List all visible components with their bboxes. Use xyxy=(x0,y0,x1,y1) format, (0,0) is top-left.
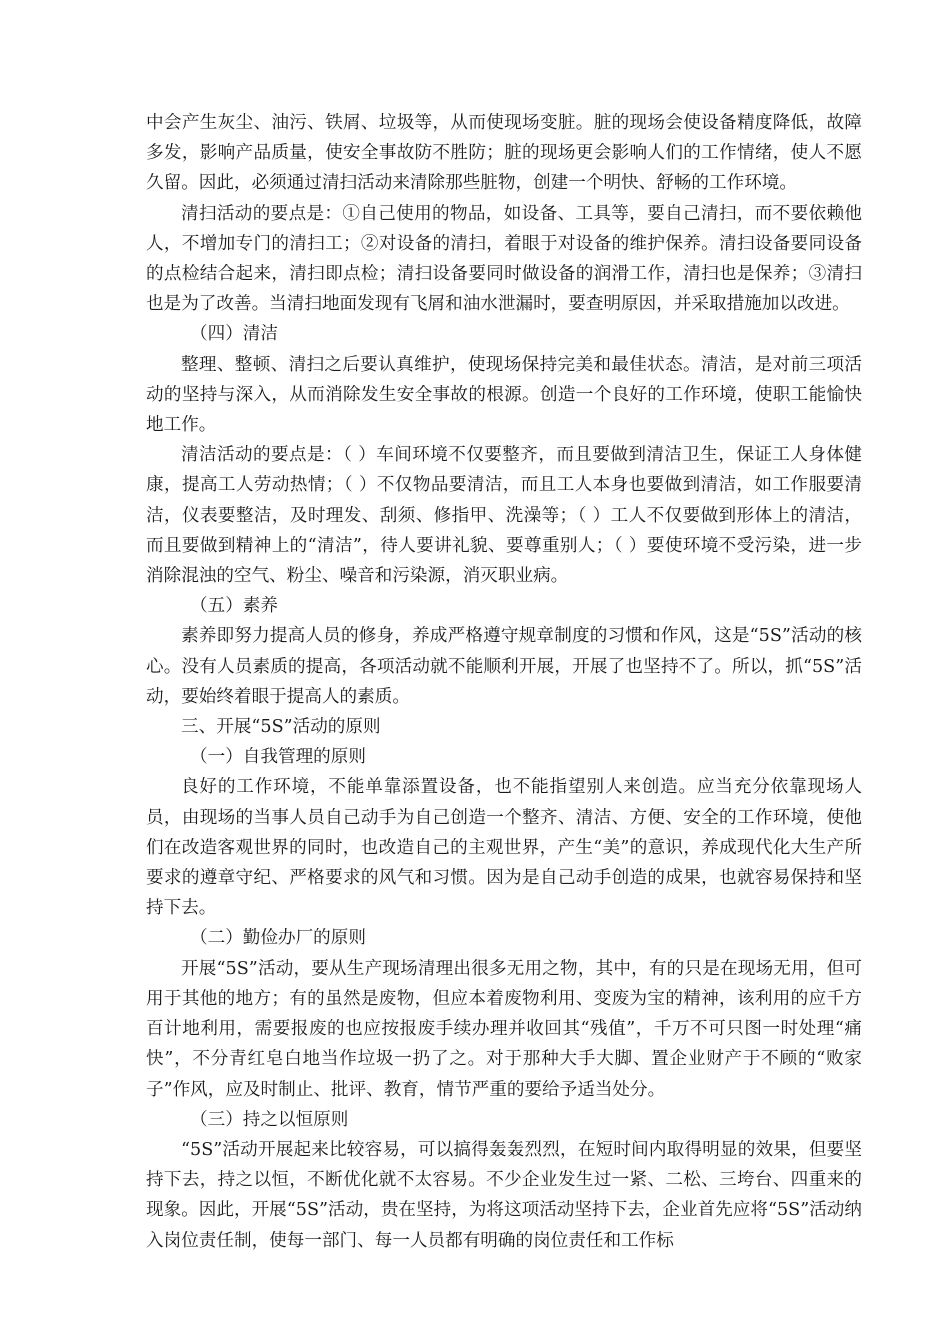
paragraph-cleanliness: 整理、整顿、清扫之后要认真维护，使现场保持完美和最佳状态。清洁，是对前三项活动的坚持与深入，从而消除发生安全事故的根源。创造一个良好的工作环境，使职工能愉快地工作。 xyxy=(146,354,862,436)
heading-part-3: 三、开展“5S”活动的原则 xyxy=(181,717,381,738)
paragraph-cleanliness-points: 清洁活动的要点是：（ ）车间环境不仅要整齐，而且要做到清洁卫生，保证工人身体健康，提高工人劳动热情；（ ）不仅物品要清洁，而且工人本身也要做到清洁，如工作服要清洁，仪表要整洁，及时理发、刮须、修指甲、洗澡等；（ ）工人不仅要做到形体上的清洁，而且要做到精神上的“清洁”，待人要讲礼貌、要尊重别人；（ ）要使环境不受污染，进一步消除混浊的空气、粉尘、噪音和污染源，消灭职业病。 xyxy=(146,445,862,587)
paragraph-self-management: 良好的工作环境，不能单靠添置设备，也不能指望别人来创造。应当充分依靠现场人员，由现场的当事人员自己动手为自己创造一个整齐、清洁、方便、安全的工作环境，使他们在改造客观世界的同时，也改造自己的主观世界，产生“美”的意识，养成现代化大生产所要求的遵章守纪、严格要求的风气和习惯。因为是自己动手创造的成果，也就容易保持和坚持下去。 xyxy=(146,777,862,919)
paragraph-persistence: “5S”活动开展起来比较容易，可以搞得轰轰烈烈，在短时间内取得明显的效果，但要坚持下去，持之以恒，不断优化就不太容易。不少企业发生过一紧、二松、三垮台、四重来的现象。因此，开展“5S”活动，贵在坚持，为将这项活动坚持下去，企业首先应将“5S”活动纳入岗位责任制，使每一部门、每一人员都有明确的岗位责任和工作标 xyxy=(146,1139,862,1251)
paragraph-continuation: 中会产生灰尘、油污、铁屑、垃圾等，从而使现场变脏。脏的现场会使设备精度降低，故障多发，影响产品质量，使安全事故防不胜防；脏的现场更会影响人们的工作情绪，使人不愿久留。因此，必须通过清扫活动来清除那些脏物，创建一个明快、舒畅的工作环境。 xyxy=(146,113,862,194)
heading-principle-3: （三）持之以恒原则 xyxy=(190,1109,349,1130)
heading-principle-2: （二）勤俭办厂的原则 xyxy=(190,928,366,949)
heading-section-5: （五）素养 xyxy=(190,596,278,617)
heading-principle-1: （一）自我管理的原则 xyxy=(190,747,366,768)
paragraph-discipline: 素养即努力提高人员的修身，养成严格遵守规章制度的习惯和作风，这是“5S”活动的核心。没有人员素质的提高，各项活动就不能顺利开展，开展了也坚持不了。所以，抓“5S”活动，要始终着眼于提高人的素质。 xyxy=(146,626,862,707)
paragraph-cleaning-points: 清扫活动的要点是：①自己使用的物品，如设备、工具等，要自己清扫，而不要依赖他人，不增加专门的清扫工；②对设备的清扫，着眼于对设备的维护保养。清扫设备要同设备的点检结合起来，清扫即点检；清扫设备要同时做设备的润滑工作，清扫也是保养；③清扫也是为了改善。当清扫地面发现有飞屑和油水泄漏时，要查明原因，并采取措施加以改进。 xyxy=(146,203,862,315)
document-body xyxy=(146,108,862,1256)
heading-section-4: （四）清洁 xyxy=(190,324,278,345)
paragraph-thrift: 开展“5S”活动，要从生产现场清理出很多无用之物，其中，有的只是在现场无用，但可用于其他的地方；有的虽然是废物，但应本着废物利用、变废为宝的精神，该利用的应千方百计地利用，需要报废的也应按报废手续办理并收回其“残值”，千万不可只图一时处理“痛快”，不分青红皂白地当作垃圾一扔了之。对于那种大手大脚、置企业财产于不顾的“败家子”作风，应及时制止、批评、教育，情节严重的要给予适当处分。 xyxy=(146,958,862,1100)
